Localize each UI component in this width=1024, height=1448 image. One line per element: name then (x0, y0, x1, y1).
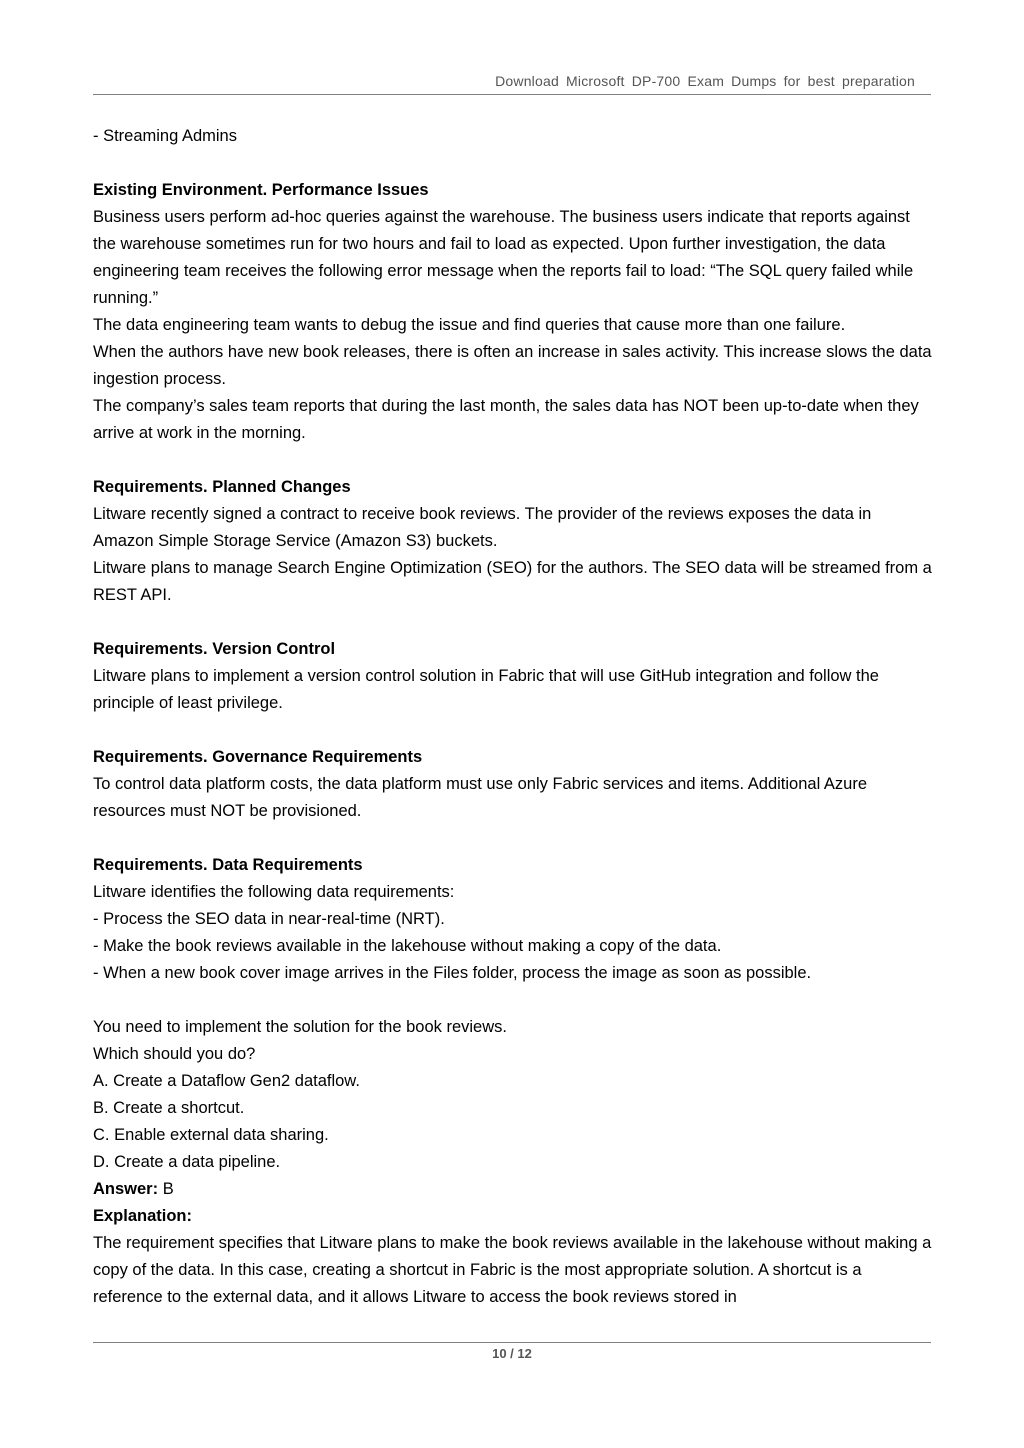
answer-label: Answer: (93, 1180, 159, 1198)
question-line: Which should you do? (93, 1045, 256, 1063)
paragraph: To control data platform costs, the data platform must use only Fabric services and items. Additional Azure resources must NOT be provisioned. (93, 775, 868, 820)
paragraph: Litware plans to manage Search Engine Optimization (SEO) for the authors. The SEO data will be streamed from a REST API. (93, 559, 932, 604)
section-heading-version-control: Requirements. Version Control (93, 640, 336, 658)
intro-line: - Streaming Admins (93, 127, 237, 145)
paragraph: The company’s sales team reports that during the last month, the sales data has NOT been up-to-date when they arrive at work in the morning. (93, 397, 919, 442)
answer-value: B (158, 1180, 174, 1198)
page-header (93, 72, 931, 95)
answer-option-b: B. Create a shortcut. (93, 1099, 245, 1117)
section-heading-governance: Requirements. Governance Requirements (93, 748, 423, 766)
paragraph: Litware plans to implement a version control solution in Fabric that will use GitHub integration and follow the principle of least privilege. (93, 667, 879, 712)
paragraph: Litware recently signed a contract to receive book reviews. The provider of the reviews exposes the data in Amazon Simple Storage Service (Amazon S3) buckets. (93, 505, 872, 550)
paragraph: The data engineering team wants to debug the issue and find queries that cause more than one failure. (93, 316, 846, 334)
list-item: - Process the SEO data in near-real-time (NRT). (93, 910, 445, 928)
explanation-text: The requirement specifies that Litware plans to make the book reviews available in the lakehouse without making a copy of the data. In this case, creating a shortcut in Fabric is the most appropriate solution. A shortcut is a reference to the external data, and it allows Litware to access the book reviews stored in (93, 1234, 932, 1306)
paragraph: Business users perform ad-hoc queries against the warehouse. The business users indicate that reports against the warehouse sometimes run for two hours and fail to load as expected. Upon further investigation, the data engineering team receives the following error message when the reports fail to load: “The SQL query failed while running.” (93, 208, 914, 307)
page-number: 10 / 12 (492, 1346, 532, 1361)
list-item: - Make the book reviews available in the lakehouse without making a copy of the data. (93, 937, 722, 955)
section-heading-performance: Existing Environment. Performance Issues (93, 181, 429, 199)
paragraph: When the authors have new book releases, there is often an increase in sales activity. This increase slows the data ingestion process. (93, 343, 932, 388)
answer-option-c: C. Enable external data sharing. (93, 1126, 329, 1144)
answer-option-d: D. Create a data pipeline. (93, 1153, 281, 1171)
paragraph: Litware identifies the following data requirements: (93, 883, 455, 901)
header-title: Download Microsoft DP-700 Exam Dumps for best preparation (495, 73, 915, 89)
question-line: You need to implement the solution for the book reviews. (93, 1018, 507, 1036)
section-heading-planned-changes: Requirements. Planned Changes (93, 478, 351, 496)
list-item: - When a new book cover image arrives in the Files folder, process the image as soon as possible. (93, 964, 812, 982)
explanation-label: Explanation: (93, 1207, 193, 1225)
document-body (93, 123, 935, 1311)
answer-option-a: A. Create a Dataflow Gen2 dataflow. (93, 1072, 360, 1090)
footer-divider (93, 1342, 931, 1343)
answer-line (93, 1176, 935, 1203)
section-heading-data-requirements: Requirements. Data Requirements (93, 856, 363, 874)
